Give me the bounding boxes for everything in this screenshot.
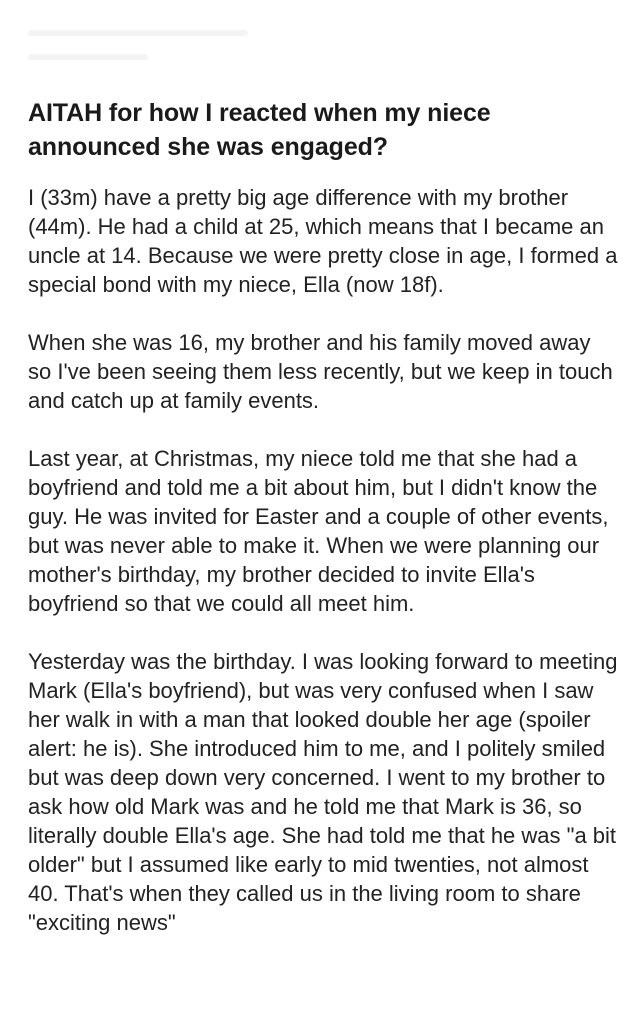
faded-header-line [28,54,148,60]
post-paragraph-2: When she was 16, my brother and his family moved away so I've been seeing them less recently, but we keep in touch and catch up at family events. [28,330,613,413]
reddit-post [28,96,618,966]
post-title: AITAH for how I reacted when my niece announced she was engaged? [28,99,491,161]
post-paragraph-1: I (33m) have a pretty big age difference with my brother (44m). He had a child at 25, which means that I became an uncle at 14. Because we were pretty close in age, I formed a special bond with my niece, Ella (now 18f). [28,185,618,297]
faded-header-line [28,30,248,36]
post-body [28,183,618,937]
faded-header-area [28,30,268,82]
post-paragraph-3: Last year, at Christmas, my niece told me that she had a boyfriend and told me a bit about him, but I didn't know the guy. He was invited for Easter and a couple of other events, but was never able to make it. When we were planning our mother's birthday, my brother decided to invite Ella's boyfriend so that we could all meet him. [28,446,609,616]
post-paragraph-4: Yesterday was the birthday. I was looking forward to meeting Mark (Ella's boyfriend), but was very confused when I saw her walk in with a man that looked double her age (spoiler alert: he is). She introduced him to me, and I politely smiled but was deep down very concerned. I went to my brother to ask how old Mark was and he told me that Mark is 36, so literally double Ella's age. She had told me that he was "a bit older" but I assumed like early to mid twenties, not almost 40. That's when they called us in the living room to share "exciting news" [28,649,618,935]
